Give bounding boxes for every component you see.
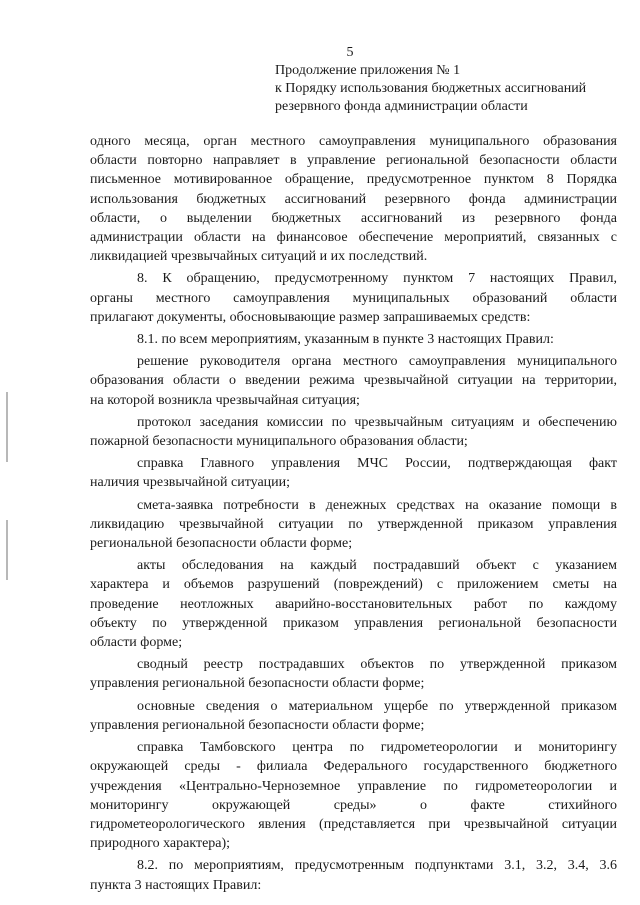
paragraph-line: управления региональной безопасности области форме; bbox=[90, 717, 425, 733]
paragraph-line: использования бюджетных ассигнований резервного фонда администрации bbox=[90, 191, 617, 207]
scan-margin-mark bbox=[6, 392, 8, 462]
paragraph-line: смета-заявка потребности в денежных средствах на оказание помощи в bbox=[137, 497, 617, 513]
paragraph-line: прилагают документы, обосновывающие размер запрашиваемых средств: bbox=[90, 309, 531, 325]
page-number: 5 bbox=[346, 45, 354, 60]
header-line: к Порядку использования бюджетных ассигнований bbox=[275, 81, 587, 96]
paragraph-line: органы местного самоуправления муниципальных образований области bbox=[90, 290, 617, 306]
paragraph-line: письменное мотивированное обращение, предусмотренное пунктом 8 Порядка bbox=[90, 172, 617, 188]
paragraph-line: области повторно направляет в управление региональной безопасности области bbox=[90, 153, 617, 169]
header-line: Продолжение приложения № 1 bbox=[275, 63, 461, 78]
paragraph-line: 8. К обращению, предусмотренному пунктом 7 настоящих Правил, bbox=[137, 271, 617, 287]
paragraph-line: администрации области на финансовое обеспечение мероприятий, связанных с bbox=[90, 230, 617, 246]
paragraph-line: образования области о введении режима чрезвычайной ситуации на территории, bbox=[90, 373, 617, 389]
paragraph-line: акты обследования на каждый пострадавший объект с указанием bbox=[137, 558, 617, 574]
paragraph-line: основные сведения о материальном ущербе по утвержденной приказом bbox=[137, 698, 617, 714]
paragraph-line: характера и объемов разрушений (повреждений) с приложением сметы на bbox=[90, 577, 617, 593]
paragraph-line: справка Тамбовского центра по гидрометеорологии и мониторингу bbox=[137, 740, 617, 756]
paragraph-line: области, о выделении бюджетных ассигнований из резервного фонда bbox=[90, 210, 617, 226]
paragraph-line: пожарной безопасности муниципального образования области; bbox=[90, 434, 468, 450]
paragraph-line: наличия чрезвычайной ситуации; bbox=[90, 475, 291, 491]
paragraph-line: гидрометеорологического явления (представляется при чрезвычайной ситуации bbox=[90, 816, 617, 832]
paragraph-line: объекту по утвержденной приказом управления региональной безопасности bbox=[90, 615, 617, 631]
paragraph bbox=[90, 330, 617, 349]
paragraph bbox=[90, 352, 617, 410]
paragraph bbox=[90, 413, 617, 451]
appendix-header bbox=[275, 62, 625, 116]
paragraph-line: сводный реестр пострадавших объектов по утвержденной приказом bbox=[137, 657, 617, 673]
paragraph-line: одного месяца, орган местного самоуправления муниципального образования bbox=[90, 134, 617, 149]
paragraph bbox=[90, 856, 617, 894]
paragraph-line: справка Главного управления МЧС России, подтверждающая факт bbox=[137, 456, 617, 472]
paragraph-line: на которой возникла чрезвычайная ситуация; bbox=[90, 392, 360, 408]
paragraph-line: решение руководителя органа местного самоуправления муниципального bbox=[137, 354, 617, 370]
paragraph-line: учреждения «Центрально-Черноземное управление по гидрометеорологии и bbox=[90, 778, 617, 794]
paragraph bbox=[90, 496, 617, 554]
paragraph-line: области форме; bbox=[90, 635, 183, 651]
paragraph bbox=[90, 269, 617, 327]
paragraph bbox=[90, 697, 617, 735]
document-body bbox=[90, 132, 617, 895]
paragraph bbox=[90, 132, 617, 266]
paragraph bbox=[90, 738, 617, 853]
paragraph-line: 8.1. по всем мероприятиям, указанным в пункте 3 настоящих Правил: bbox=[137, 332, 554, 348]
paragraph-line: ликвидацией чрезвычайных ситуаций и их последствий. bbox=[90, 249, 428, 265]
paragraph-line: 8.2. по мероприятиям, предусмотренным подпунктами 3.1, 3.2, 3.4, 3.6 bbox=[137, 858, 617, 874]
paragraph-line: мониторингу окружающей среды» о факте стихийного bbox=[90, 797, 617, 813]
paragraph-line: региональной безопасности области форме; bbox=[90, 536, 353, 552]
paragraph-line: проведение неотложных аварийно-восстановительных работ по каждому bbox=[90, 596, 617, 612]
paragraph-line: ликвидацию чрезвычайной ситуации по утвержденной приказом управления bbox=[90, 516, 617, 532]
paragraph-line: окружающей среды - филиала Федерального государственного бюджетного bbox=[90, 759, 617, 775]
paragraph bbox=[90, 454, 617, 492]
paragraph bbox=[90, 655, 617, 693]
paragraph-line: управления региональной безопасности области форме; bbox=[90, 676, 425, 692]
paragraph-line: природного характера); bbox=[90, 836, 231, 852]
paragraph-line: пункта 3 настоящих Правил: bbox=[90, 877, 262, 893]
paragraph bbox=[90, 556, 617, 652]
header-line: резервного фонда администрации области bbox=[275, 99, 528, 114]
scan-margin-mark bbox=[6, 520, 8, 580]
paragraph-line: протокол заседания комиссии по чрезвычайным ситуациям и обеспечению bbox=[137, 414, 617, 430]
